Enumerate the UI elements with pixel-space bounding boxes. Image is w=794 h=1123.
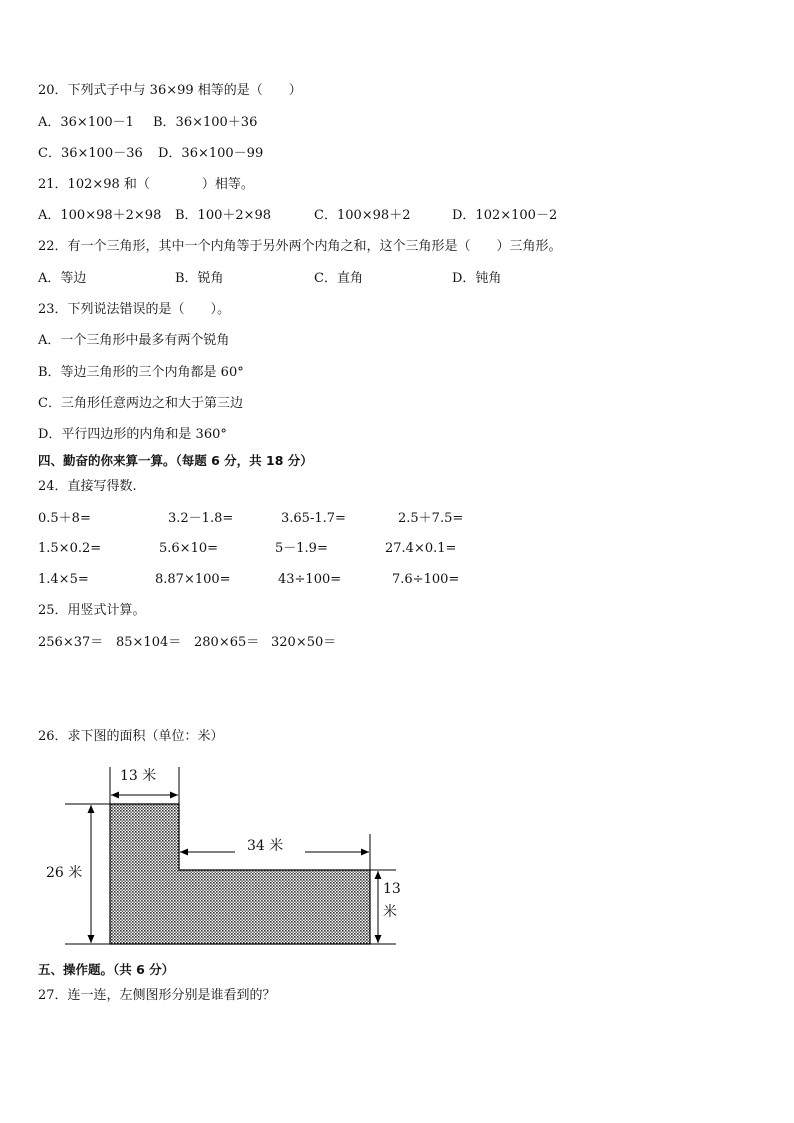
q24-r3-c4: 7.6÷100=	[392, 572, 460, 587]
top-width-label: 13 米	[120, 768, 157, 784]
right-arrow-bottom	[375, 935, 382, 943]
q21-option-a: A．100×98＋2×98	[38, 208, 162, 223]
q24-r1-c1: 0.5＋8=	[38, 511, 91, 526]
q21-stem: 21．102×98 和（ ）相等。	[38, 177, 254, 192]
q24-r1-c3: 3.65-1.7=	[281, 511, 346, 526]
q24-r1-c4: 2.5＋7.5=	[398, 511, 464, 526]
q25-stem: 25．用竖式计算。	[38, 603, 146, 618]
q25-item-2: 85×104＝	[116, 635, 182, 650]
q21-option-b: B．100＋2×98	[175, 208, 272, 223]
q24-r2-c2: 5.6×10=	[159, 541, 219, 556]
q22-stem: 22．有一个三角形，其中一个内角等于另外两个内角之和，这个三角形是（ ）三角形。	[38, 239, 562, 254]
q22-option-c: C．直角	[314, 271, 363, 286]
q25-item-4: 320×50＝	[271, 635, 337, 650]
q26-stem: 26．求下图的面积（单位：米）	[38, 729, 224, 744]
q23-option-c: C．三角形任意两边之和大于第三边	[38, 396, 243, 411]
right-height-label-1: 13	[383, 881, 401, 897]
q23-option-d: D．平行四边形的内角和是 360°	[38, 427, 227, 442]
q20-option-d: D．36×100－99	[158, 146, 264, 161]
l-shape	[110, 804, 370, 944]
q24-r3-c1: 1.4×5=	[38, 572, 89, 587]
q23-stem: 23．下列说法错误的是（ ）。	[38, 302, 231, 317]
q22-option-a: A．等边	[38, 271, 87, 286]
inner-arrow-left	[180, 849, 188, 856]
q24-r2-c3: 5－1.9=	[275, 541, 328, 556]
q20-option-b: B．36×100＋36	[153, 115, 258, 130]
q23-option-b: B．等边三角形的三个内角都是 60°	[38, 365, 244, 380]
q24-r2-c1: 1.5×0.2=	[38, 541, 102, 556]
top-arrow-left	[111, 792, 119, 799]
inner-width-label: 34 米	[247, 838, 284, 854]
q25-item-3: 280×65＝	[194, 635, 260, 650]
section-4-heading: 四、勤奋的你来算一算。（每题 6 分，共 18 分）	[38, 453, 313, 468]
q24-r2-c4: 27.4×0.1=	[385, 541, 457, 556]
q27-stem: 27．连一连，左侧图形分别是谁看到的？	[38, 988, 276, 1003]
q23-option-a: A．一个三角形中最多有两个锐角	[38, 333, 230, 348]
inner-arrow-right	[361, 849, 369, 856]
q21-option-d: D．102×100－2	[452, 208, 558, 223]
q20-option-c: C．36×100－36	[38, 146, 143, 161]
q20-stem: 20．下列式子中与 36×99 相等的是（ ）	[38, 83, 302, 98]
q22-option-b: B．锐角	[175, 271, 224, 286]
section-5-heading: 五、操作题。（共 6 分）	[38, 962, 175, 977]
q21-option-c: C．100×98＋2	[314, 208, 411, 223]
right-height-label-2: 米	[383, 904, 397, 920]
left-height-label: 26 米	[46, 865, 83, 881]
q24-stem: 24．直接写得数.	[38, 479, 137, 494]
left-arrow-bottom	[88, 935, 95, 943]
q20-option-a: A．36×100－1	[38, 115, 134, 130]
left-arrow-top	[88, 805, 95, 813]
right-arrow-top	[375, 871, 382, 879]
top-arrow-right	[170, 792, 178, 799]
q22-option-d: D．钝角	[452, 271, 502, 286]
q24-r3-c3: 43÷100=	[278, 572, 342, 587]
q24-r3-c2: 8.87×100=	[155, 572, 231, 587]
q24-r1-c2: 3.2－1.8=	[168, 511, 234, 526]
q25-item-1: 256×37＝	[38, 635, 104, 650]
